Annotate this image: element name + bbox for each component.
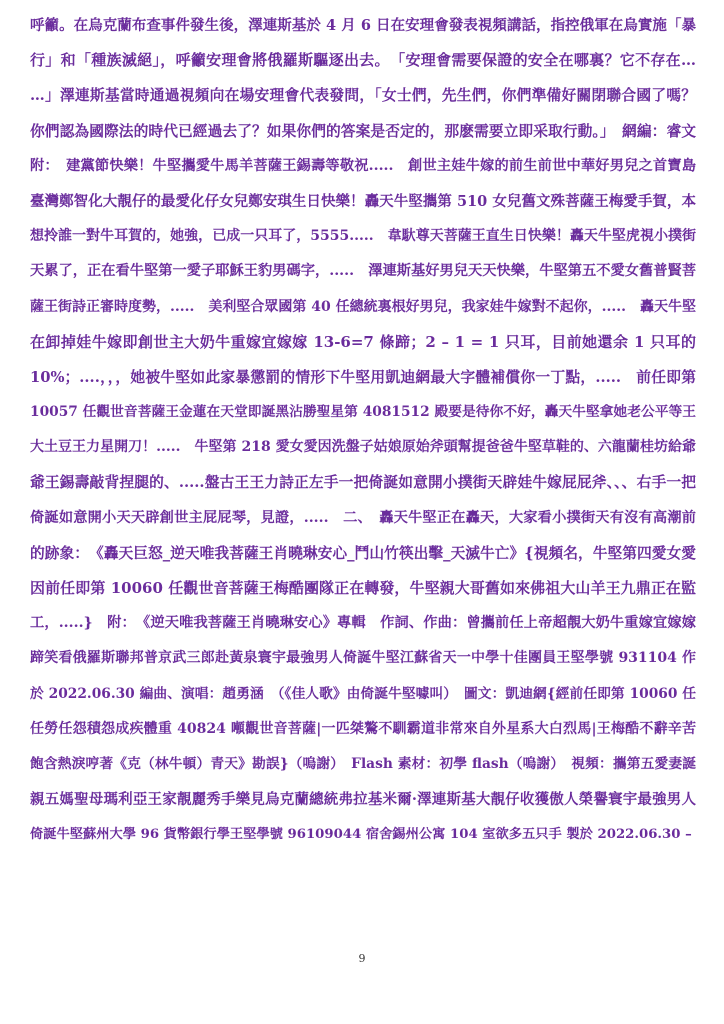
text-line-18: 工，.....} 附： 《逆天唯我菩薩王肖曉琳安心》專輯 作詞、作曲：曾攜前任上帝超靚大奶牛重嫁宜嫁嫁	[30, 615, 696, 632]
text-line-3: …」澤連斯基當時通過視頻向在場安理會代表發問，「女士們，先生們，你們準備好關閉聯合國了嗎？	[30, 87, 696, 105]
text-line-10: 在卸掉娃牛嫁即創世主大奶牛重嫁宜嫁嫁 13-6=7 條蹄；2 – 1 = 1 只耳，目前她還余 1 只耳的	[30, 332, 696, 351]
page-number: 9	[358, 952, 366, 965]
text-line-24: 倚誕牛堅蘇州大學 96 貨幣銀行學王堅學號 96109044 宿舍錫州公寓 104 室欲多五只手 製於 2022.06.30 –	[30, 827, 692, 843]
text-line-20: 於 2022.06.30 編曲、演唱：趙勇涵 （《佳人歌》由倚誕牛堅噱叫） 圖文：凱迪網{經前任即第 10060 任	[30, 685, 696, 702]
text-line-6: 臺灣鄭智化大靚仔的最愛化仔女兒鄭安琪生日快樂！轟天牛堅攜第 510 女兒舊文殊菩薩王梅愛手賀，本	[30, 192, 696, 210]
text-line-17: 因前任即第 10060 任觀世音菩薩王梅酷團隊正在轉發，牛堅親大哥舊如來佛祖大山羊王九鼎正在監	[30, 579, 696, 597]
text-line-19: 蹄笑看俄羅斯聯邦普京武三郎赴黃泉寰宇最強男人倚誕牛堅江蘇省天一中學十佳團員王堅學號 931104 作	[30, 650, 696, 667]
text-line-7: 想拎誰一對牛耳賀的，她強，已成一只耳了，5555..... 韋馱尊天菩薩王直生日快樂！轟天牛堅虎視小撲街	[30, 228, 696, 245]
text-line-22: 飽含熱淚哼著《克（林牛頓）青天》勘誤}（嗚謝） Flash 素材：初學 flash（嗚謝） 視頻：攜第五愛妻誕	[30, 755, 696, 772]
body-text	[30, 8, 696, 853]
text-line-5: 附： 建黨節快樂！牛堅攜愛牛馬羊菩薩王錫壽等敬祝..... 創世主娃牛嫁的前生前世中華好男兒之首寶島	[30, 157, 696, 174]
text-line-12: 10057 任觀世音菩薩王金蓮在天堂即誕黑沾勝聖星第 4081512 殿要是待你不好，轟天牛堅拿她老公平等王	[30, 404, 696, 421]
text-line-16: 的跡象： 《轟天巨怒_逆天唯我菩薩王肖曉琳安心_鬥山竹筷出擊_天滅牛亡》{視頻名，牛堅第四愛女愛	[30, 544, 696, 562]
text-line-13: 大土豆王力星開刀！..... 牛堅第 218 愛女愛因洗盤子姑娘原始斧頭幫提爸爸牛堅草鞋的、六龍蘭桂坊給爺	[30, 439, 696, 456]
text-line-21: 任勞任怨積怨成疾體重 40824 噸觀世音菩薩|一匹桀驁不馴霸道非常來自外星系大白烈馬|王梅酷不辭辛苦	[30, 720, 696, 737]
text-line-11: 10%；....，，，她被牛堅如此家暴懲罰的情形下牛堅用凱迪網最大字體補償你一丁點，..... 前任即第	[30, 368, 696, 386]
text-line-4: 你們認為國際法的時代已經過去了？如果你們的答案是否定的，那麽需要立即采取行動。」 網編：睿文	[30, 122, 696, 140]
text-line-23: 親五媽聖母瑪利亞王家靚麗秀手樂見烏克蘭總統弗拉基米爾·澤連斯基大靚仔收獲傲人榮譽寰宇最強男人	[30, 791, 696, 809]
text-line-14: 爺王錫壽敲背捏腿的、.....盤古王王力詩正左手一把倚誕如意開小撲街天辟娃牛嫁屁屁斧、、、右手一把	[30, 474, 696, 492]
text-line-15: 倚誕如意開小天天辟創世主屁屁琴，見證，..... 二、 轟天牛堅正在轟天，大家看小撲街天有沒有高潮前	[30, 509, 696, 526]
text-line-2: 行」和「種族滅絕」，呼籲安理會將俄羅斯驅逐出去。 「安理會需要保證的安全在哪裏？它不存在…	[30, 51, 696, 70]
text-line-9: 薩王街詩正審時度勢，..... 美利堅合眾國第 40 任總統裏根好男兒，我家娃牛嫁對不起你，..... 轟天牛堅	[30, 298, 696, 315]
text-line-8: 天累了，正在看牛堅第一愛子耶穌王豹男碼字，..... 澤連斯基好男兒天天快樂，牛堅第五不愛女舊普賢菩	[30, 263, 696, 280]
text-line-1: 呼籲。在烏克蘭布查事件發生後，澤連斯基於 4 月 6 日在安理會發表視頻講話，指控俄軍在烏實施「暴	[30, 17, 696, 34]
